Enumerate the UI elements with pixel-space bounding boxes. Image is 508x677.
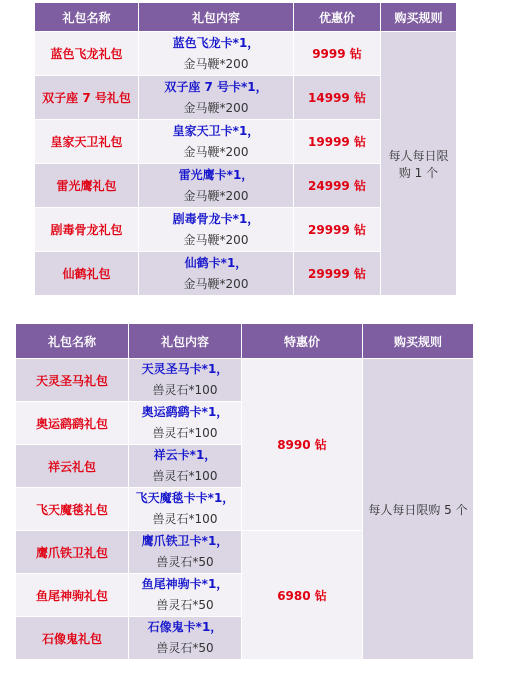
pack-item: 祥云卡*1，: [153, 448, 217, 462]
pack-item: 鹰爪铁卫卡*1，: [141, 534, 229, 548]
pack-content: [139, 120, 293, 163]
pack-content: [139, 164, 293, 207]
pack-extra: 兽灵石*100: [152, 512, 218, 526]
pack-name: 鱼尾神驹礼包: [16, 574, 128, 616]
table-header-row: [16, 324, 473, 358]
pack-extra: 金马鞭*200: [183, 100, 249, 115]
pack-name: 天灵圣马礼包: [16, 359, 128, 401]
pack-name: 奥运鹞鹞礼包: [16, 402, 128, 444]
purchase-rule: 每人每日限购 5 个: [363, 359, 473, 659]
header-price: 优惠价: [294, 3, 380, 31]
pack-price: 29999 钻: [294, 252, 380, 295]
gift-pack-table-2: [15, 323, 474, 660]
pack-item: 蓝色飞龙卡*1，: [172, 35, 260, 50]
pack-extra: 兽灵石*50: [156, 598, 214, 612]
pack-extra: 兽灵石*100: [152, 426, 218, 440]
pack-name: 蓝色飞龙礼包: [35, 32, 138, 75]
header-pack-name: 礼包名称: [35, 3, 138, 31]
pack-content: [139, 252, 293, 295]
pack-content: [129, 574, 241, 616]
pack-content: [129, 488, 241, 530]
table-header-row: [35, 3, 456, 31]
pack-price: 29999 钻: [294, 208, 380, 251]
pack-content: [139, 76, 293, 119]
table-row: [35, 32, 456, 75]
pack-item: 双子座 7 号卡*1，: [164, 79, 268, 94]
pack-item: 皇家天卫卡*1，: [172, 123, 260, 138]
pack-content: [139, 32, 293, 75]
pack-extra: 兽灵石*50: [156, 641, 214, 655]
header-pack-content: 礼包内容: [129, 324, 241, 358]
pack-content: [139, 208, 293, 251]
header-purchase-rule: 购买规则: [381, 3, 456, 31]
pack-price: 14999 钻: [294, 76, 380, 119]
pack-name: 皇家天卫礼包: [35, 120, 138, 163]
header-pack-content: 礼包内容: [139, 3, 293, 31]
pack-item: 石像鬼卡*1，: [147, 620, 223, 634]
table-row: [16, 359, 473, 401]
purchase-rule-line: 每人每日限: [388, 148, 449, 163]
pack-name: 飞天魔毯礼包: [16, 488, 128, 530]
pack-extra: 金马鞭*200: [183, 56, 249, 71]
purchase-rule-line: 购 1 个: [398, 165, 439, 180]
purchase-rule: [381, 32, 456, 295]
pack-extra: 兽灵石*100: [152, 383, 218, 397]
pack-item: 雷光鹰卡*1，: [178, 167, 254, 182]
pack-extra: 金马鞭*200: [183, 144, 249, 159]
pack-extra: 金马鞭*200: [183, 232, 249, 247]
pack-extra: 金马鞭*200: [183, 188, 249, 203]
pack-content: [129, 445, 241, 487]
gift-pack-table-1: [34, 2, 457, 296]
pack-content: [129, 617, 241, 659]
pack-item: 仙鹤卡*1，: [184, 255, 248, 270]
pack-item: 奥运鹞鹞卡*1，: [141, 405, 229, 419]
pack-item: 鱼尾神驹卡*1，: [141, 577, 229, 591]
pack-name: 鹰爪铁卫礼包: [16, 531, 128, 573]
header-purchase-rule: 购买规则: [363, 324, 473, 358]
pack-price: 19999 钻: [294, 120, 380, 163]
pack-price: 24999 钻: [294, 164, 380, 207]
pack-price: 8990 钻: [242, 359, 362, 530]
pack-name: 雷光鹰礼包: [35, 164, 138, 207]
pack-name: 仙鹤礼包: [35, 252, 138, 295]
pack-extra: 金马鞭*200: [183, 276, 249, 291]
pack-content: [129, 402, 241, 444]
pack-item: 剧毒骨龙卡*1，: [172, 211, 260, 226]
pack-price: 9999 钻: [294, 32, 380, 75]
pack-name: 石像鬼礼包: [16, 617, 128, 659]
pack-content: [129, 359, 241, 401]
pack-name: 祥云礼包: [16, 445, 128, 487]
pack-extra: 兽灵石*100: [152, 469, 218, 483]
pack-item: 天灵圣马卡*1，: [141, 362, 229, 376]
pack-name: 剧毒骨龙礼包: [35, 208, 138, 251]
pack-item: 飞天魔毯卡卡*1，: [135, 491, 235, 505]
pack-name: 双子座 7 号礼包: [35, 76, 138, 119]
pack-price: 6980 钻: [242, 531, 362, 659]
pack-content: [129, 531, 241, 573]
header-pack-name: 礼包名称: [16, 324, 128, 358]
header-special-price: 特惠价: [242, 324, 362, 358]
pack-extra: 兽灵石*50: [156, 555, 214, 569]
